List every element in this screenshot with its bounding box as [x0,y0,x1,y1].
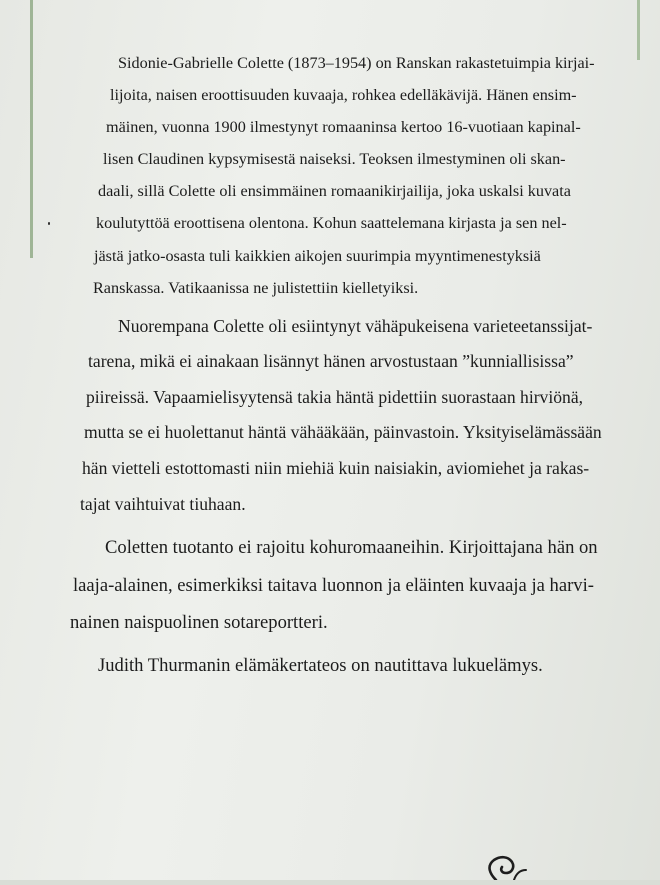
blurb-line: tarena, mikä ei ainakaan lisännyt hänen arvostustaan ”kunniallisissa” [88,351,574,371]
blurb-line: Sidonie-Gabrielle Colette (1873–1954) on Ranskan rakastetuimpia kirjai- [118,54,595,72]
blurb-line: daali, sillä Colette oli ensimmäinen romaanikirjailija, joka uskalsi kuvata [98,182,571,200]
publisher-logo-icon [472,846,542,885]
blurb-line: Ranskassa. Vatikaanissa ne julistettiin kielletyiksi. [93,279,419,297]
blurb-line: lisen Claudinen kypsymisestä naiseksi. Teoksen ilmestyminen oli skan- [103,150,566,168]
blurb-line: mäinen, vuonna 1900 ilmestynyt romaaninsa kertoo 16-vuotiaan kapinal- [106,118,581,136]
blurb-line: laaja-alainen, esimerkiksi taitava luonnon ja eläinten kuvaaja ja harvi- [73,575,594,596]
blurb-line: lijoita, naisen eroottisuuden kuvaaja, rohkea edelläkävijä. Hänen ensim- [110,86,577,104]
blurb-line: Nuorempana Colette oli esiintynyt vähäpukeisena varieteetanssijat- [118,316,593,336]
blurb-line: hän vietteli estottomasti niin miehiä kuin naisiakin, aviomiehet ja rakas- [82,458,590,478]
blurb-line: mutta se ei huolettanut häntä vähääkään, päinvastoin. Yksityiselämässään [84,422,602,442]
blurb-line: piireissä. Vapaamielisyytensä takia häntä pidettiin suorastaan hirviönä, [86,387,584,407]
blurb-line: tajat vaihtuivat tiuhaan. [80,494,246,514]
blurb-line: nainen naispuolinen sotareportteri. [70,612,328,633]
blurb-line: Coletten tuotanto ei rajoitu kohuromaaneihin. Kirjoittajana hän on [105,537,598,558]
blurb-line: Judith Thurmanin elämäkertateos on nautittava lukuelämys. [98,655,543,676]
blurb-line: koulutyttöä eroottisena olentona. Kohun saattelemana kirjasta ja sen nel- [96,214,567,232]
blurb-line: jästä jatko-osasta tuli kaikkien aikojen suurimpia myyntimenestyksiä [94,247,541,265]
